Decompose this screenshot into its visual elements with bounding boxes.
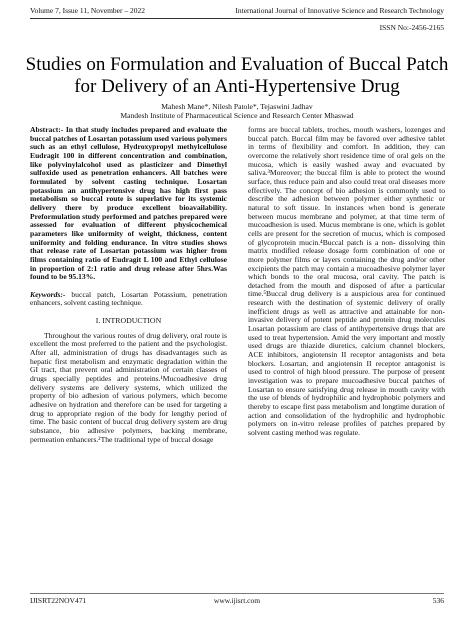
journal-name: International Journal of Innovative Science and Research Technology: [235, 6, 444, 15]
keywords-label: Keywords:-: [30, 289, 66, 299]
issn: ISSN No:-2456-2165: [379, 23, 444, 32]
page-number: 536: [432, 596, 444, 605]
right-column: [248, 126, 445, 438]
intro-paragraph-right: forms are buccal tablets, troches, mouth washers, lozenges and buccal patch. Buccal film may be favored over adhesive tablet in terms of flexibility and comfort. In addition, they can overcome the relatively short residence time of oral gels on the mucosa, which is easily washed away and evacuated by saliva.³Moreover; the buccal film is able to protect the wound surface, thus reduce pain and also could treat oral diseases more effectively. The concept of bio adhesion is commonly used to describe the adhesion between polymer either synthetic or natural to soft tissue. In instances when bond is generate between mucus membrane and polymer, at that time term of mucoadhesion is used. Mucus membrane is one, which is goblet cells are present for the secretion of mucus, which is composed of glycoprotein mucin.⁴Buccal patch is a non- dissolving thin matrix modified release dosage form combination of one or more polymer films or layers containing the drug and/or other excipients the patch may contain a mucoadhesive polymer layer which bonds to the oral mucosa, oral cavity. The patch is detached from the mouth and disposed of after a particular time.⁵Buccal drug delivery is a auspicious area for continued research with the destination of systemic delivery of orally inefficient drugs as well as attractive and attainable for non-invasive delivery of potent peptide and protein drug molecules Losartan potassium are class of antihypertensive drugs that are used to treat hypertension. Amid the very important and mostly used drugs are thiazide diuretics, calcium channel blockers, ACE inhibitors, angiotensin II receptor antagonists and beta blockers. Losartan, and angiotensin II receptor antagonist is used to control of high blood pressure. The purpose of present investigation was to prepare mucoadhesive buccal patches of Losartan to ensure satisfying drug release in mouth cavity with the use of blends of hydrophilic and hydrophobic polymers and thereby to escape first pass metabolism and longtime duration of action and consolidation of the hydrophilic and hydrophobic polymers on in-vitro release profiles of patches prepared by solvent casting method was regulate.: [248, 125, 445, 437]
abstract: Abstract:- In that study includes prepared and evaluate the buccal patches of Losartan potassium used various polymers such as an ethyl cellulose, Hydroxypropyl methylcellulose Eudragit 100 in different concentration and combination, like polyvinylalcohol used as plasticizer and Dimethyl sulfoxide used as penetration enhancers. All batches were formulated by solvent casting technique. Losartan potassium an antihypertensive drug has high first pass metabolism so buccal route is superlative for its systemic delivery there by produce excellent bioavailability. Preformulation study performed and patches prepared were assessed for evaluation of different physicochemical parameters like uniformity of weight, thickness, content uniformity and folding endurance. In vitro studies shows that release rate of Losartan potassium was higher from films containing ratio of Eudragit L 100 and Ethyl cellulose in proportion of 2:1 ratio and drug release after 5hrs.Was found to be 95.13%.: [30, 125, 227, 282]
header-rule: [30, 18, 444, 19]
authors: Mahesh Mane*, Nilesh Patole*, Tejaswini Jadhav: [161, 102, 313, 111]
paper-title: Studies on Formulation and Evaluation of Buccal Patch for Delivery of an Anti-Hypertensive Drug: [25, 54, 449, 97]
keywords: [30, 291, 227, 308]
footer-rule: [30, 593, 444, 594]
section-heading-introduction: I. INTRODUCTION: [95, 316, 162, 326]
intro-paragraph-left: Throughout the various routes of drug delivery, oral route is excellent the most preferred to the patient and the psychologist. After all, administration of drugs has disadvantages such as hepatic first metabolism and enzymatic degradation within the GI tract, that prevent oral administration of certain classes of drugs specially peptides and proteins.¹Mucoadhesive drug delivery systems are delivery systems, which utilized the property of bio adhesion of various polymers, which become adhesive on hydration and therefore can be used for targeting a drug to appropriate region of the body for lengthy period of time. The basic content of buccal drug delivery system are drug substance, bio adhesive polymers, backing membrane, permeation enhancers.²The traditional type of buccal dosage: [30, 330, 227, 444]
left-column: [30, 126, 227, 444]
journal-site-link[interactable]: www.ijisrt.com: [213, 596, 261, 605]
keywords-text: buccal patch, Losartan Potassium, penetration enhancers, solvent casting technique.: [30, 289, 227, 308]
volume-issue: Volume 7, Issue 11, November – 2022: [30, 6, 145, 15]
paper-id: IJISRT22NOV471: [30, 596, 87, 605]
affiliation: Mandesh Institute of Pharmaceutical Science and Research Center Mhaswad: [120, 111, 354, 120]
